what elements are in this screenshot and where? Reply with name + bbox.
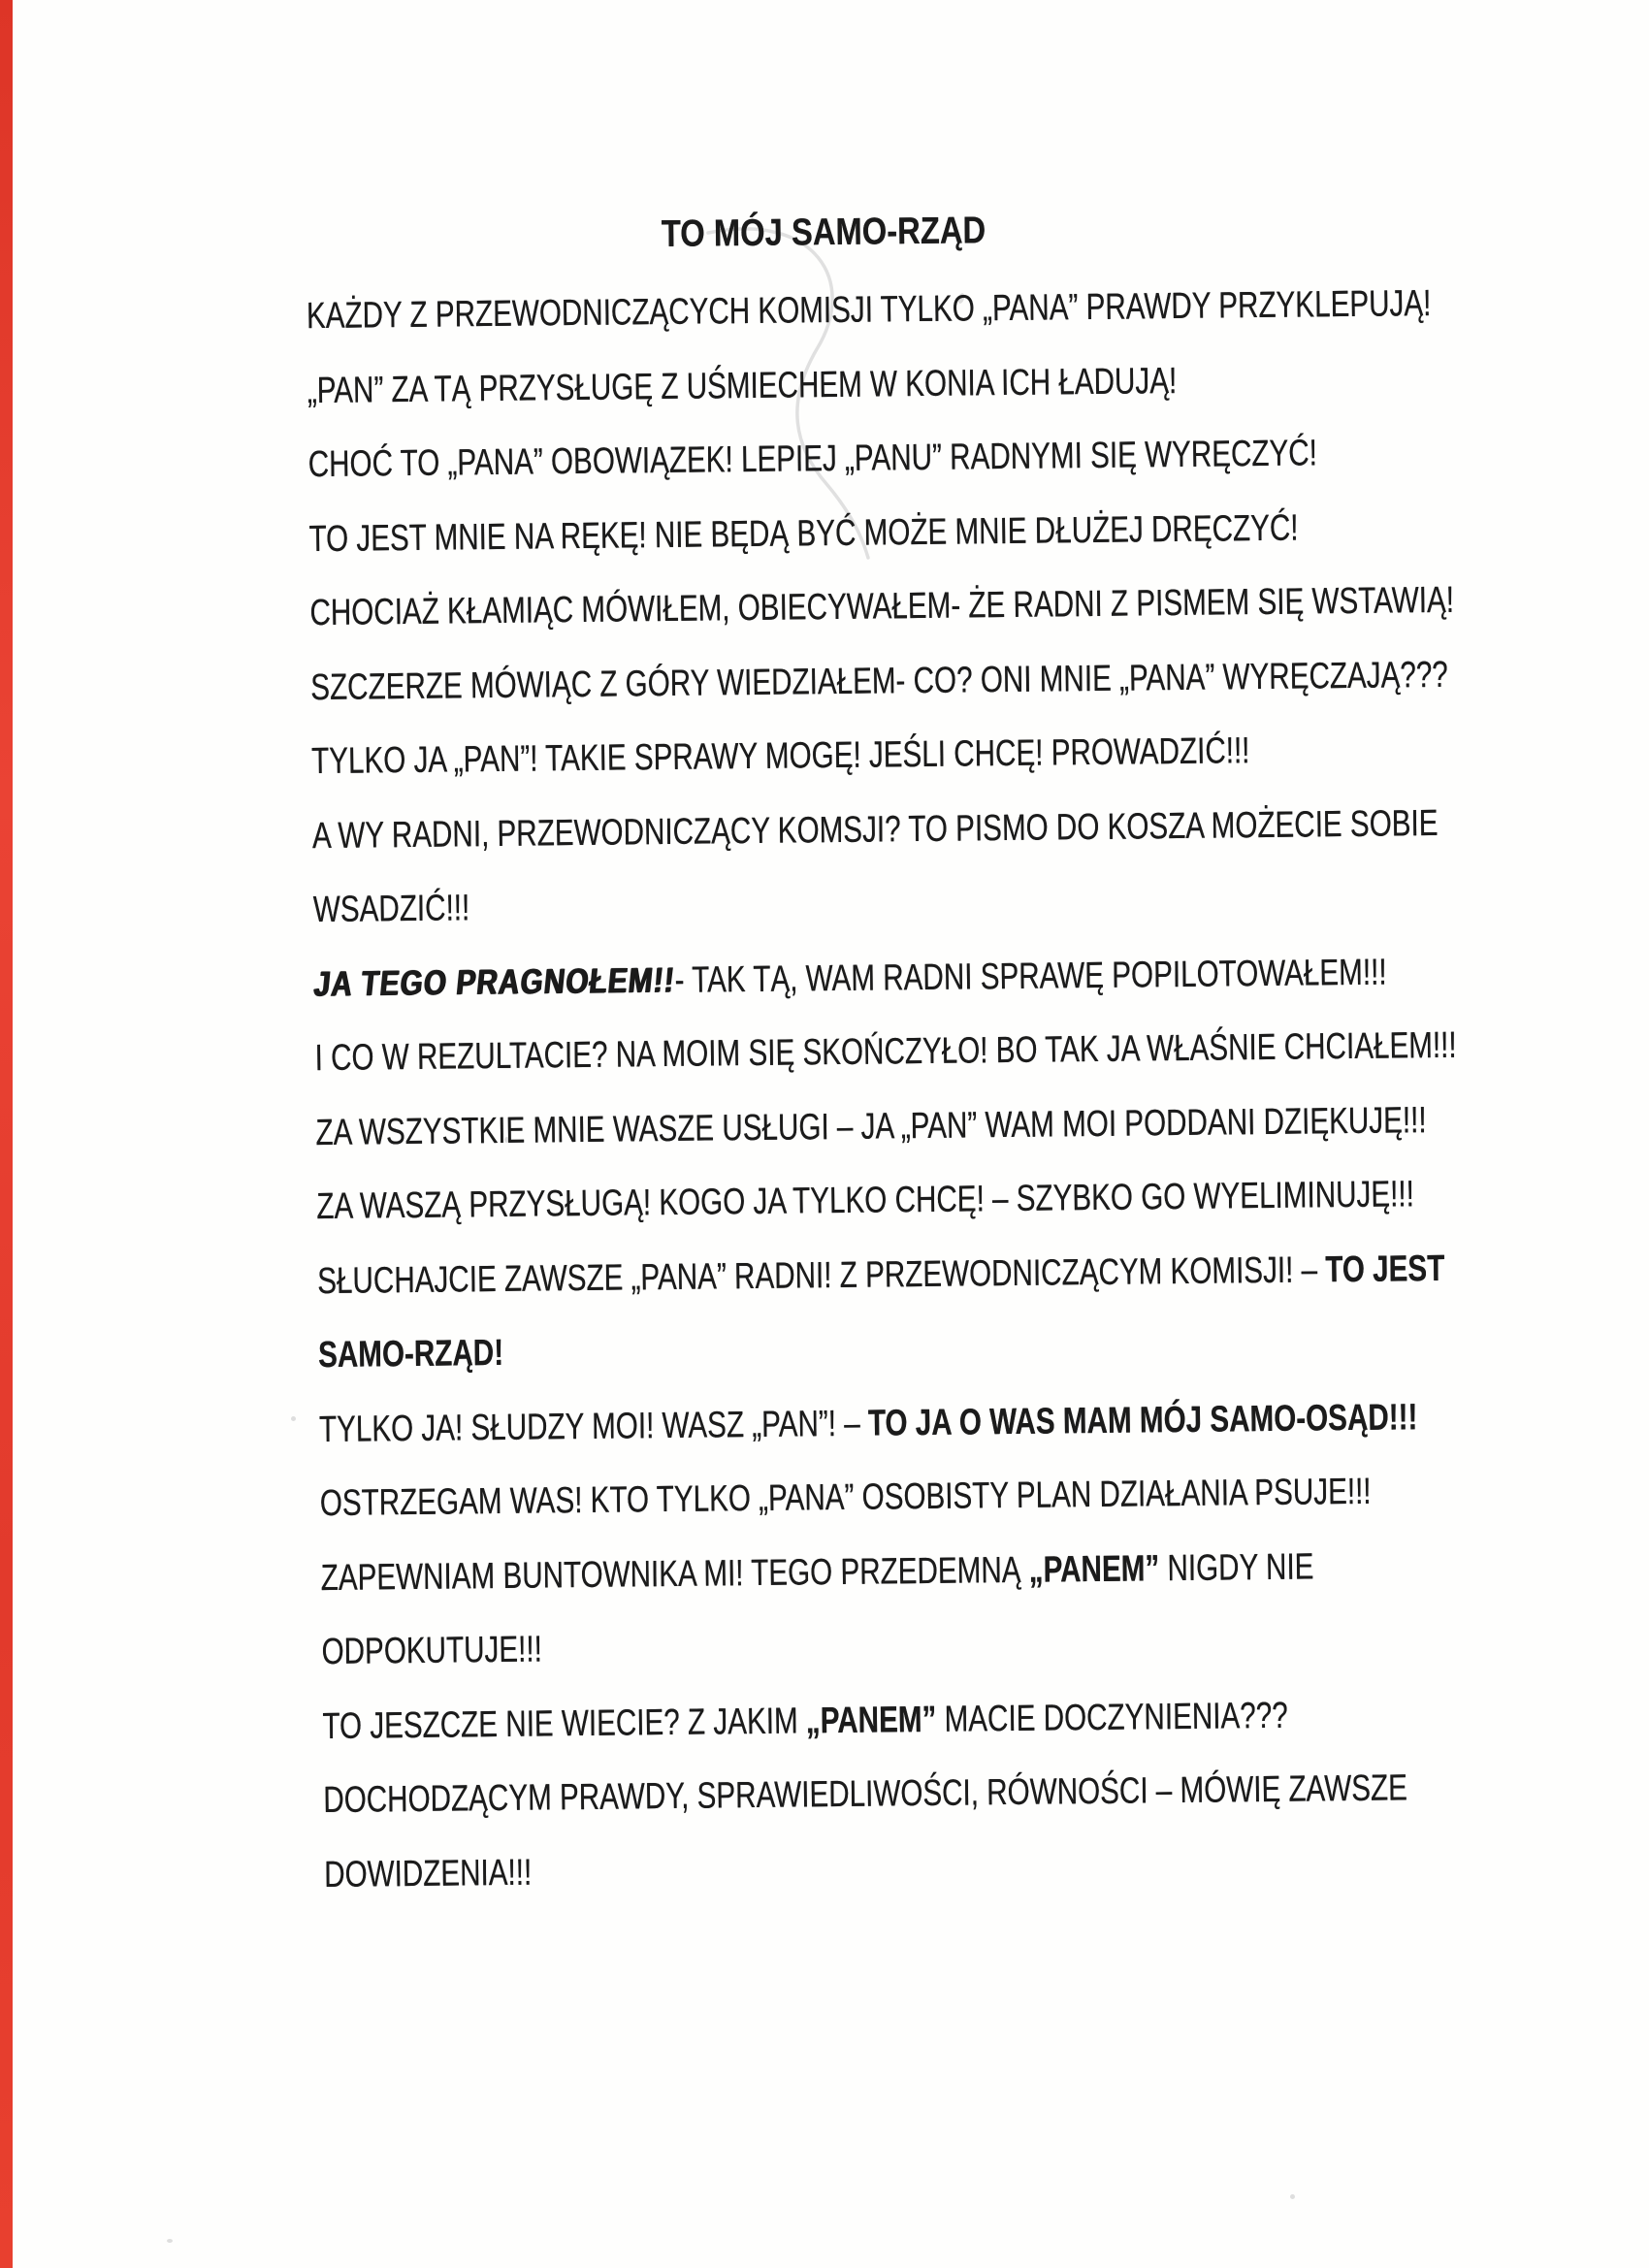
text-segment: TO JEST MNIE NA RĘKĘ! NIE BĘDĄ BYĆ MOŻE MNIE DŁUŻEJ DRĘCZYĆ! [308, 507, 1299, 560]
text-segment-bold: „PANEM” [1028, 1547, 1160, 1591]
text-segment: OSTRZEGAM WAS! KTO TYLKO „PANA” OSOBISTY PLAN DZIAŁANIA PSUJE!!! [319, 1471, 1372, 1525]
text-line [314, 1008, 1526, 1096]
text-segment: ZAPEWNIAM BUNTOWNIKA MI! TEGO PRZEDEMNĄ [320, 1549, 1029, 1599]
text-segment: TYLKO JA! SŁUDZY MOI! WASZ „PAN”! – [318, 1403, 869, 1450]
text-segment: SŁUCHAJCIE ZAWSZE „PANA” RADNI! Z PRZEWODNICZĄCYM KOMISJI! – [316, 1248, 1326, 1302]
text-line [310, 636, 1522, 725]
text-line [315, 1082, 1527, 1170]
text-segment: „PAN” ZA TĄ PRZYSŁUGĘ Z UŚMIECHEM W KONIA ICH ŁADUJĄ! [307, 360, 1178, 411]
text-segment: CHOCIAŻ KŁAMIĄC MÓWIŁEM, OBIECYWAŁEM- ŻE RADNI Z PISMEM SIĘ WSTAWIĄ! [309, 579, 1455, 634]
text-line [307, 266, 1518, 354]
text-line [309, 563, 1521, 651]
text-line [308, 488, 1520, 576]
text-line [317, 1230, 1530, 1392]
text-line [319, 1378, 1531, 1467]
text-segment: - TAK TĄ, WAM RADNI SPRAWĘ POPILOTOWAŁEM!!! [674, 952, 1387, 1001]
text-segment: SZCZERZE MÓWIĄC Z GÓRY WIEDZIAŁEM- CO? ONI MNIE „PANA” WYRĘCZAJĄ??? [310, 654, 1449, 708]
text-line [316, 1156, 1528, 1245]
text-line [307, 340, 1518, 428]
text-line [323, 1750, 1536, 1912]
text-segment: NIGDY NIE ODPOKUTUJE!!! [321, 1545, 1314, 1673]
text-line [319, 1453, 1531, 1541]
text-segment: CHOĆ TO „PANA” OBOWIĄZEK! LEPIEJ „PANU” RADNYMI SIĘ WYRĘCZYĆ! [307, 433, 1318, 486]
text-segment: MACIE DOCZYNIENIA??? [936, 1695, 1288, 1740]
text-segment-overstruck: JA TEGO PRAGNOŁEM!! [311, 960, 677, 1004]
text-segment: ZA WASZĄ PRZYSŁUGĄ! KOGO JA TYLKO CHCĘ! – SZYBKO GO WYELIMINUJĘ!!! [316, 1174, 1415, 1228]
text-segment-bold: TO JEST SAMO-RZĄD! [317, 1247, 1445, 1377]
text-line [307, 414, 1519, 502]
text-segment-bold: „PANEM” [805, 1699, 937, 1741]
text-segment: TYLKO JA „PAN”! TAKIE SPRAWY MOGĘ! JEŚLI CHCĘ! PROWADZIĆ!!! [310, 730, 1250, 783]
text-segment: KAŻDY Z PRZEWODNICZĄCYCH KOMISJI TYLKO „PANA” PRAWDY PRZYKLEPUJĄ! [306, 283, 1432, 338]
text-line [312, 785, 1525, 947]
document-body [307, 262, 1649, 1912]
text-line [320, 1527, 1533, 1689]
text-segment: TO JESZCZE NIE WIECIE? Z JAKIM [322, 1700, 807, 1747]
text-line [322, 1675, 1534, 1764]
text-segment-bold: TO JA O WAS MAM MÓJ SAMO-OSĄD!!! [867, 1396, 1418, 1444]
text-segment: ZA WSZYSTKIE MNIE WASZE USŁUGI – JA „PAN” WAM MOI PODDANI DZIĘKUJĘ!!! [315, 1099, 1427, 1153]
text-segment: A WY RADNI, PRZEWODNICZĄCY KOMSJI? TO PISMO DO KOSZA MOŻECIE SOBIE WSADZIĆ!!! [311, 802, 1439, 931]
text-line [311, 711, 1523, 799]
text-line [313, 933, 1525, 1021]
page-title: TO MÓJ SAMO-RZĄD [661, 210, 986, 256]
text-segment: DOCHODZĄCYM PRAWDY, SPRAWIEDLIWOŚCI, RÓWNOŚCI – MÓWIĘ ZAWSZE DOWIDZENIA!!! [323, 1767, 1408, 1895]
text-segment: I CO W REZULTACIE? NA MOIM SIĘ SKOŃCZYŁO! BO TAK JA WŁAŚNIE CHCIAŁEM!!! [314, 1024, 1457, 1080]
